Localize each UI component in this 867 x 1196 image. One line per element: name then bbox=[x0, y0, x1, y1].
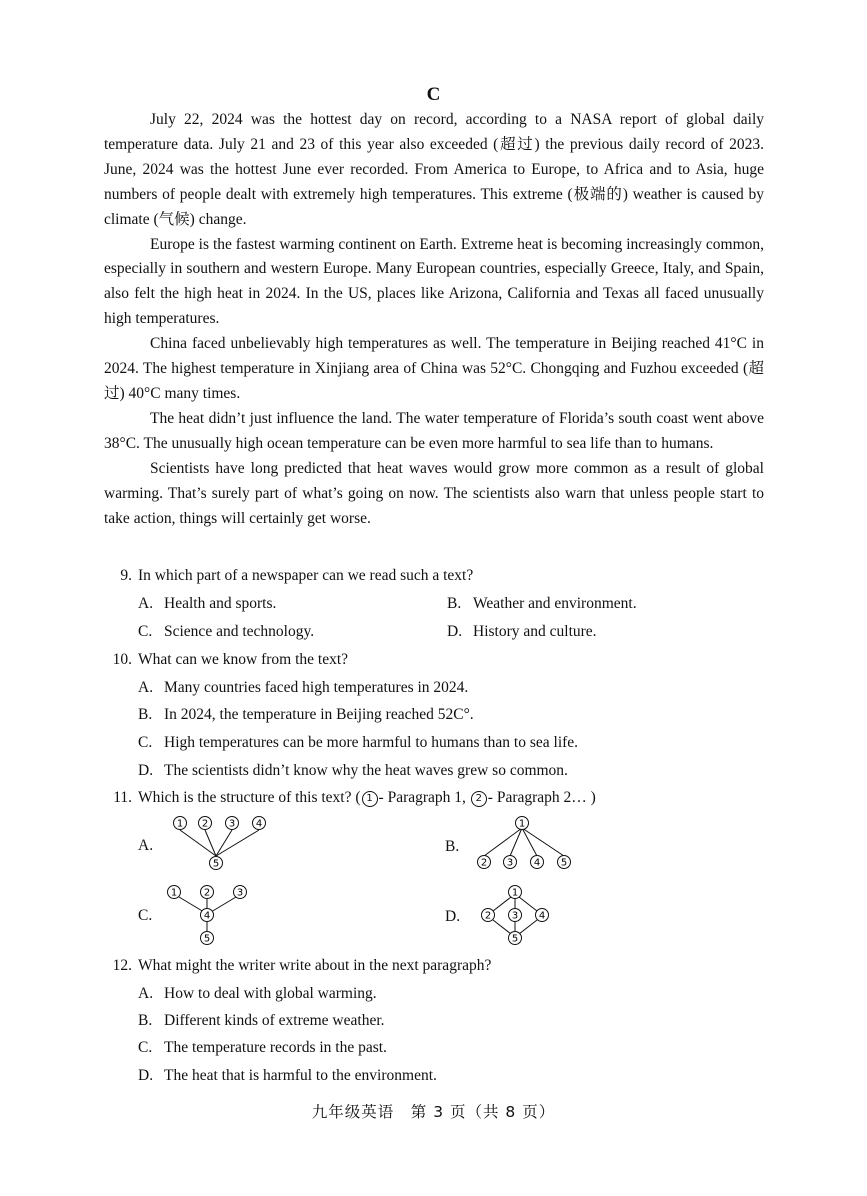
option-text: Many countries faced high temperatures in 2024. bbox=[164, 679, 469, 696]
diagram-node bbox=[509, 886, 522, 899]
passage-paragraph-4: The heat didn’t just influence the land. The water temperature of Florida’s south coast went above 38°C. The unusually high ocean temperature can be even more harmful to sea life than to humans. bbox=[104, 409, 764, 452]
option-9a[interactable] bbox=[138, 594, 276, 614]
option-9b[interactable] bbox=[447, 594, 637, 614]
option-text: The scientists didn’t know why the heat waves grew so common. bbox=[164, 762, 568, 779]
diagram-node bbox=[558, 856, 571, 869]
question-12 bbox=[104, 956, 491, 976]
svg-text:2: 2 bbox=[203, 887, 211, 899]
option-10c[interactable] bbox=[138, 733, 578, 753]
option-letter: A. bbox=[138, 679, 154, 696]
svg-text:5: 5 bbox=[511, 933, 519, 945]
reading-passage bbox=[104, 108, 764, 531]
paragraph-2-label: - Paragraph 2… ) bbox=[487, 789, 596, 806]
option-11a-letter[interactable]: A. bbox=[138, 837, 154, 854]
question-number: 9. bbox=[120, 567, 132, 584]
question-number: 11. bbox=[113, 789, 132, 806]
option-text: How to deal with global warming. bbox=[164, 985, 377, 1002]
svg-text:4: 4 bbox=[533, 857, 541, 869]
option-letter: D. bbox=[447, 623, 463, 640]
circled-number-1: 1 bbox=[362, 791, 378, 807]
option-12b[interactable] bbox=[138, 1011, 385, 1031]
option-10d[interactable] bbox=[138, 761, 568, 781]
diagram-node bbox=[201, 932, 214, 945]
option-11c-letter[interactable]: C. bbox=[138, 907, 153, 924]
diagram-node bbox=[253, 817, 266, 830]
diagram-node bbox=[509, 932, 522, 945]
option-9c[interactable] bbox=[138, 622, 314, 642]
diagram-node bbox=[536, 909, 549, 922]
diagram-node bbox=[234, 886, 247, 899]
passage-paragraph-5: Scientists have long predicted that heat waves would grow more common as a result of global warming. That’s surely part of what’s going on now. The scientists also warn that unless people start to take action, things will certainly get worse. bbox=[104, 459, 764, 527]
passage-paragraph-2: Europe is the fastest warming continent on Earth. Extreme heat is becoming increasingly common, especially in southern and western Europe. Many European countries, especially Greece, Italy, and Spain, also felt the high heat in 2024. In the US, places like Arizona, California and Texas all faced unusually high temperatures. bbox=[104, 235, 764, 328]
diagram-node bbox=[199, 817, 212, 830]
option-letter: A. bbox=[138, 595, 154, 612]
diagram-node bbox=[168, 886, 181, 899]
option-12d[interactable] bbox=[138, 1066, 437, 1086]
option-9d[interactable] bbox=[447, 622, 597, 642]
option-letter: A. bbox=[138, 985, 154, 1002]
svg-text:5: 5 bbox=[560, 857, 568, 869]
question-10 bbox=[104, 650, 348, 670]
question-text: What can we know from the text? bbox=[138, 651, 349, 668]
diagram-node bbox=[531, 856, 544, 869]
diagram-node bbox=[478, 856, 491, 869]
option-11d-letter[interactable]: D. bbox=[445, 908, 461, 925]
question-number: 10. bbox=[112, 651, 132, 668]
option-letter: C. bbox=[138, 734, 153, 751]
svg-text:2: 2 bbox=[201, 818, 209, 830]
svg-text:4: 4 bbox=[255, 818, 263, 830]
option-text: The temperature records in the past. bbox=[164, 1039, 387, 1056]
svg-text:3: 3 bbox=[228, 818, 236, 830]
diagram-node bbox=[210, 857, 223, 870]
svg-text:3: 3 bbox=[511, 910, 519, 922]
svg-text:5: 5 bbox=[203, 933, 211, 945]
svg-text:1: 1 bbox=[511, 887, 519, 899]
question-number: 12. bbox=[112, 957, 132, 974]
option-11b-letter[interactable]: B. bbox=[445, 838, 460, 855]
option-12a[interactable] bbox=[138, 984, 377, 1004]
svg-text:1: 1 bbox=[176, 818, 184, 830]
svg-text:4: 4 bbox=[203, 910, 211, 922]
passage-paragraph-3: China faced unbelievably high temperatures as well. The temperature in Beijing reached 41°C in 2024. The highest temperature in Xinjiang area of China was 52°C. Chongqing and Fuzhou exceeded (超过) 40°C many times. bbox=[104, 335, 764, 402]
diagram-node bbox=[482, 909, 495, 922]
option-text: Different kinds of extreme weather. bbox=[164, 1012, 385, 1029]
structure-diagram-d bbox=[476, 882, 556, 948]
option-text: Science and technology. bbox=[164, 623, 315, 640]
option-text: In 2024, the temperature in Beijing reached 52C°. bbox=[164, 706, 474, 723]
diagram-node bbox=[226, 817, 239, 830]
diagram-node bbox=[516, 817, 529, 830]
option-text: The heat that is harmful to the environment. bbox=[164, 1067, 437, 1084]
question-11 bbox=[104, 788, 596, 808]
circled-number-2: 2 bbox=[471, 791, 487, 807]
option-text: High temperatures can be more harmful to humans than to sea life. bbox=[164, 734, 579, 751]
option-letter: D. bbox=[138, 1067, 154, 1084]
svg-text:1: 1 bbox=[170, 887, 178, 899]
question-text: What might the writer write about in the next paragraph? bbox=[138, 957, 492, 974]
svg-text:2: 2 bbox=[484, 910, 492, 922]
option-letter: C. bbox=[138, 1039, 153, 1056]
option-letter: D. bbox=[138, 762, 154, 779]
option-letter: B. bbox=[138, 1012, 153, 1029]
diagram-node bbox=[504, 856, 517, 869]
paragraph-1-label: - Paragraph 1, bbox=[378, 789, 466, 806]
option-10a[interactable] bbox=[138, 678, 468, 698]
diagram-node bbox=[509, 909, 522, 922]
option-text: Health and sports. bbox=[164, 595, 277, 612]
svg-text:2: 2 bbox=[480, 857, 488, 869]
option-12c[interactable] bbox=[138, 1038, 387, 1058]
option-letter: B. bbox=[138, 706, 153, 723]
diagram-node bbox=[174, 817, 187, 830]
page-footer: 九年级英语 第 3 页（共 8 页） bbox=[311, 1103, 556, 1121]
option-letter: B. bbox=[447, 595, 462, 612]
option-text: History and culture. bbox=[473, 623, 597, 640]
svg-text:4: 4 bbox=[538, 910, 546, 922]
svg-text:3: 3 bbox=[236, 887, 244, 899]
passage-paragraph-1: July 22, 2024 was the hottest day on record, according to a NASA report of global daily temperature data. July 21 and 23 of this year also exceeded (超过) the previous daily record of 2023. June, 2024 was the hottest June ever recorded. From America to Europe, to Africa and to Asia, huge numbers of people dealt with extremely high temperatures. This extreme (极端的) weather is caused by climate (气候) change. bbox=[104, 111, 764, 228]
svg-text:5: 5 bbox=[212, 858, 220, 870]
svg-text:3: 3 bbox=[506, 857, 514, 869]
diagram-node bbox=[201, 909, 214, 922]
question-text: Which is the structure of this text? ( bbox=[138, 789, 361, 806]
section-title: C bbox=[426, 84, 441, 105]
option-text: Weather and environment. bbox=[473, 595, 637, 612]
structure-diagram-a bbox=[168, 814, 272, 874]
question-text: In which part of a newspaper can we read such a text? bbox=[138, 567, 474, 584]
option-letter: C. bbox=[138, 623, 153, 640]
structure-diagram-b bbox=[472, 814, 576, 874]
option-10b[interactable] bbox=[138, 705, 474, 725]
structure-diagram-c bbox=[164, 882, 254, 948]
svg-text:1: 1 bbox=[518, 818, 526, 830]
diagram-node bbox=[201, 886, 214, 899]
question-9 bbox=[104, 566, 473, 586]
